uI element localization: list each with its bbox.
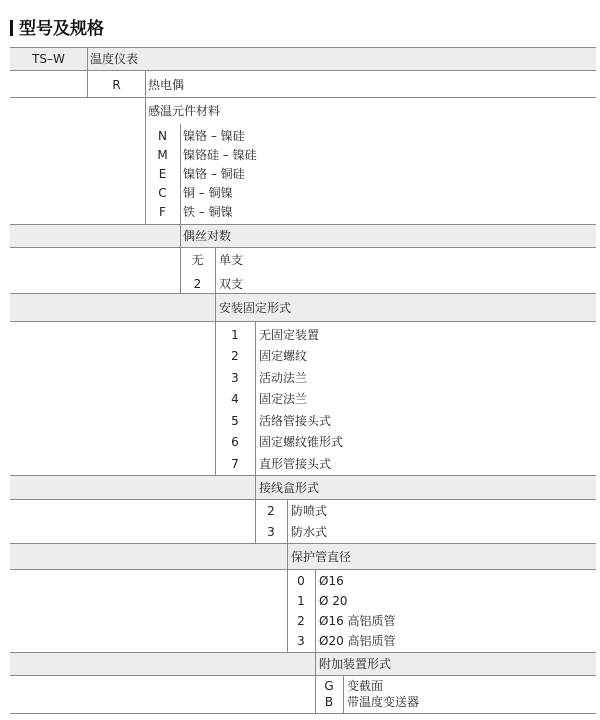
material-heading: 感温元件材料 <box>148 104 221 118</box>
pairs-band <box>10 225 596 248</box>
header-divider <box>87 48 88 70</box>
sheath-label-3: Ø20 高铝质管 <box>319 634 396 648</box>
mounting-code-4: 4 <box>231 392 239 406</box>
pairs-code-right <box>215 248 216 293</box>
junction-heading-divider <box>255 476 256 499</box>
material-label-c: 铜 – 铜镍 <box>183 186 233 200</box>
mounting-code-3: 3 <box>231 371 239 385</box>
junction-code-3: 3 <box>267 525 275 539</box>
addon-heading-divider <box>315 653 316 675</box>
addon-code-g: G <box>324 679 334 693</box>
mounting-heading-divider <box>215 294 216 321</box>
type-row-rule <box>10 97 596 98</box>
addon-label-g: 变截面 <box>347 679 384 693</box>
pairs-heading: 偶丝对数 <box>183 229 232 243</box>
sheath-heading: 保护管直径 <box>291 550 352 564</box>
material-code-divider <box>180 124 181 224</box>
mounting-label-6: 固定螺纹锥形式 <box>259 435 344 449</box>
material-code-n: N <box>158 129 167 143</box>
header-model-code: TS–W <box>32 52 65 66</box>
junction-heading: 接线盒形式 <box>259 481 320 495</box>
addon-label-b: 带温度变送器 <box>347 695 420 709</box>
type-divider-right <box>145 71 146 97</box>
addon-code-b: B <box>324 695 334 709</box>
material-code-e: E <box>158 167 167 181</box>
mounting-label-4: 固定法兰 <box>259 392 308 406</box>
sheath-label-2: Ø16 高铝质管 <box>319 614 396 628</box>
junction-label-3: 防水式 <box>291 525 328 539</box>
addon-code-right <box>343 676 344 713</box>
mounting-code-1: 1 <box>231 328 239 342</box>
section-title <box>10 14 104 39</box>
pairs-code-single: 无 <box>191 253 204 267</box>
sheath-code-right <box>315 570 316 652</box>
mounting-label-5: 活络管接头式 <box>259 414 332 428</box>
junction-label-2: 防喷式 <box>291 504 328 518</box>
mounting-code-6: 6 <box>231 435 239 449</box>
mounting-label-2: 固定螺纹 <box>259 349 308 363</box>
mounting-band <box>10 294 596 322</box>
sheath-code-2: 2 <box>297 614 305 628</box>
type-code: R <box>112 78 121 92</box>
mounting-code-5: 5 <box>231 414 239 428</box>
mounting-code-2: 2 <box>231 349 239 363</box>
pairs-code-double: 2 <box>193 277 202 291</box>
mounting-code-right <box>255 322 256 475</box>
mounting-label-7: 直形管接头式 <box>259 457 332 471</box>
model-spec-table <box>10 47 596 714</box>
material-label-n: 镍铬 – 镍硅 <box>183 129 245 143</box>
title-accent-bar <box>10 20 13 36</box>
material-label-e: 镍铬 – 铜硅 <box>183 167 245 181</box>
mounting-heading: 安装固定形式 <box>219 301 292 315</box>
sheath-code-0: 0 <box>297 574 305 588</box>
pairs-label-double: 双支 <box>219 277 244 291</box>
pairs-heading-divider <box>180 225 181 247</box>
material-code-m: M <box>157 148 168 162</box>
sheath-label-0: Ø16 <box>319 574 344 588</box>
addon-band <box>10 653 596 676</box>
mounting-label-1: 无固定装置 <box>259 328 320 342</box>
material-label-m: 镍铬硅 – 镍硅 <box>183 148 257 162</box>
addon-heading: 附加装置形式 <box>319 657 392 671</box>
junction-code-2: 2 <box>267 504 275 518</box>
type-label: 热电偶 <box>148 78 185 92</box>
pairs-label-single: 单支 <box>219 253 244 267</box>
mounting-code-7: 7 <box>231 457 239 471</box>
material-code-f: F <box>159 205 166 219</box>
sheath-heading-divider <box>287 544 288 569</box>
mounting-label-3: 活动法兰 <box>259 371 308 385</box>
sheath-code-1: 1 <box>297 594 305 608</box>
header-product-name: 温度仪表 <box>90 52 139 66</box>
material-code-c: C <box>158 186 167 200</box>
material-label-f: 铁 – 铜镍 <box>183 205 233 219</box>
junction-code-right <box>287 500 288 543</box>
sheath-code-3: 3 <box>297 634 305 648</box>
sheath-label-1: Ø 20 <box>319 594 348 608</box>
section-title-text: 型号及规格 <box>19 19 104 39</box>
